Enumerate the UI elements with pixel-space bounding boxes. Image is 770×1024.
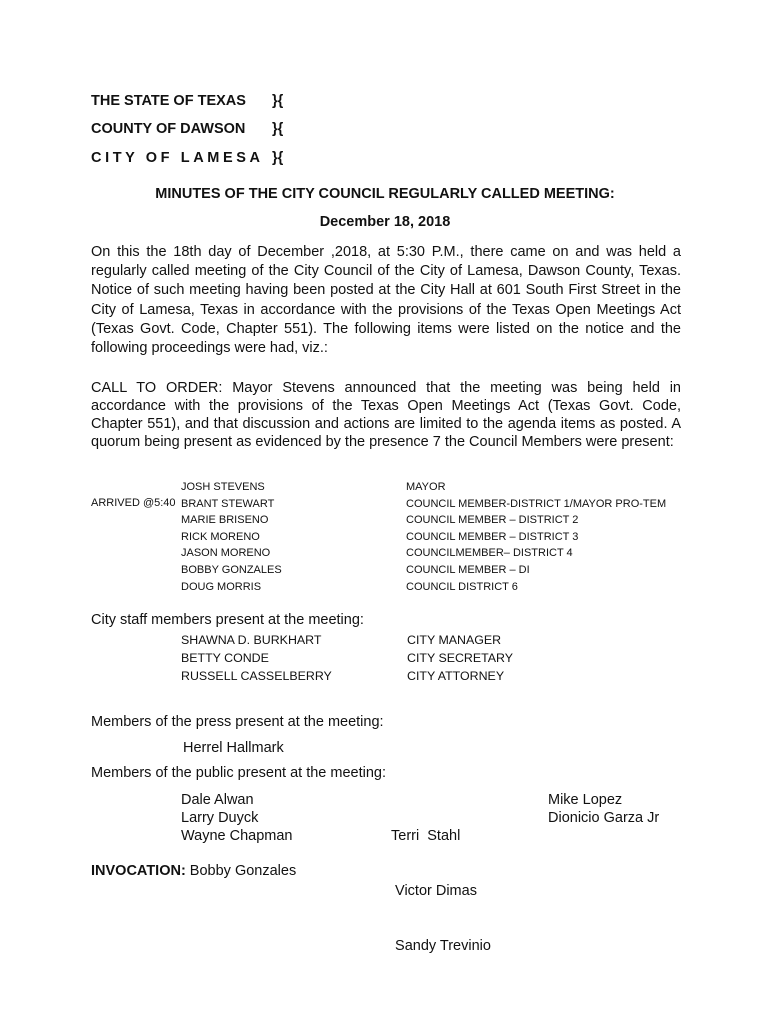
- council-member-role: COUNCIL MEMBER – DISTRICT 3: [406, 530, 579, 543]
- press-member: Herrel Hallmark: [183, 740, 284, 756]
- council-member-name: DOUG MORRIS: [181, 580, 262, 593]
- council-member-role: COUNCIL MEMBER-DISTRICT 1/MAYOR PRO-TEM: [406, 497, 667, 510]
- public-member: Wayne Chapman: [181, 828, 293, 845]
- county-label: COUNTY OF DAWSON: [91, 121, 246, 137]
- arrived-note: ARRIVED @5:40: [91, 497, 176, 509]
- staff-name: BETTY CONDE: [181, 651, 269, 666]
- state-mark: }{: [272, 93, 284, 109]
- staff-name: SHAWNA D. BURKHART: [181, 633, 322, 647]
- staff-roles: [407, 631, 513, 686]
- public-label: Members of the public present at the meeting:: [91, 765, 386, 781]
- staff-role: CITY MANAGER: [407, 633, 502, 647]
- intro-paragraph: On this the 18th day of December ,2018, at 5:30 P.M., there came on and was held a regularly called meeting of the City Council of the City of Lamesa, Dawson County, Texas. Notice of such meeting having been posted at the City Hall at 601 South First Street in the City of Lamesa, Texas in accordance with the provisions of the Texas Open Meetings Act (Texas Govt. Code, Chapter 551). The following items were listed on the notice and the following proceedings were had, viz.:: [91, 244, 681, 357]
- council-member-name: RICK MORENO: [181, 530, 260, 543]
- minutes-title: MINUTES OF THE CITY COUNCIL REGULARLY CALLED MEETING:: [155, 186, 615, 202]
- council-member-role: COUNCIL DISTRICT 6: [406, 580, 518, 593]
- public-column-2: [391, 791, 491, 991]
- staff-role: CITY SECRETARY: [407, 651, 514, 666]
- council-member-name: BRANT STEWART: [181, 497, 275, 510]
- county-mark: }{: [272, 121, 284, 137]
- staff-name: RUSSELL CASSELBERRY: [181, 669, 332, 684]
- public-member: Victor Dimas: [391, 883, 477, 900]
- council-member-role: COUNCIL MEMBER – DISTRICT 2: [406, 514, 579, 527]
- staff-role: CITY ATTORNEY: [407, 669, 505, 684]
- public-member: Larry Duyck: [181, 810, 259, 827]
- staff-names: [181, 631, 332, 686]
- council-names: [181, 479, 282, 595]
- invocation-label: INVOCATION:: [91, 863, 186, 879]
- council-member-role: COUNCILMEMBER– DISTRICT 4: [406, 547, 573, 560]
- council-member-name: BOBBY GONZALES: [181, 563, 282, 576]
- city-mark: }{: [272, 150, 284, 166]
- press-label: Members of the press present at the meeting:: [91, 714, 384, 730]
- council-member-role: COUNCIL MEMBER – DI: [406, 563, 530, 576]
- city-label: CITY OF LAMESA: [91, 150, 264, 166]
- council-member-name: JOSH STEVENS: [181, 481, 265, 493]
- public-member: Mike Lopez: [548, 792, 623, 808]
- invocation-value: Bobby Gonzales: [185, 863, 297, 879]
- council-member-name: MARIE BRISENO: [181, 514, 269, 527]
- public-column-1: [181, 791, 293, 846]
- public-member: Dionicio Garza Jr: [548, 810, 660, 827]
- council-roles: [406, 479, 666, 595]
- meeting-date: December 18, 2018: [319, 214, 451, 230]
- public-member: Sandy Trevinio: [391, 937, 491, 954]
- call-to-order-paragraph: CALL TO ORDER: Mayor Stevens announced that the meeting was being held in accordance with the provisions of the Texas Open Meetings Act (Texas Govt. Code, Chapter 551), and that discussion and actions are limited to the agenda items as posted. A quorum being present as evidenced by the presence 7 the Council Members were present:: [91, 380, 681, 450]
- public-member: Dale Alwan: [181, 792, 254, 808]
- council-member-name: JASON MORENO: [181, 547, 271, 560]
- staff-label: City staff members present at the meeting:: [91, 612, 364, 628]
- public-member: Terri Stahl: [391, 828, 461, 845]
- council-member-role: MAYOR: [406, 481, 446, 493]
- state-label: THE STATE OF TEXAS: [91, 93, 246, 109]
- public-column-3: [548, 791, 659, 827]
- invocation-line: [91, 863, 296, 879]
